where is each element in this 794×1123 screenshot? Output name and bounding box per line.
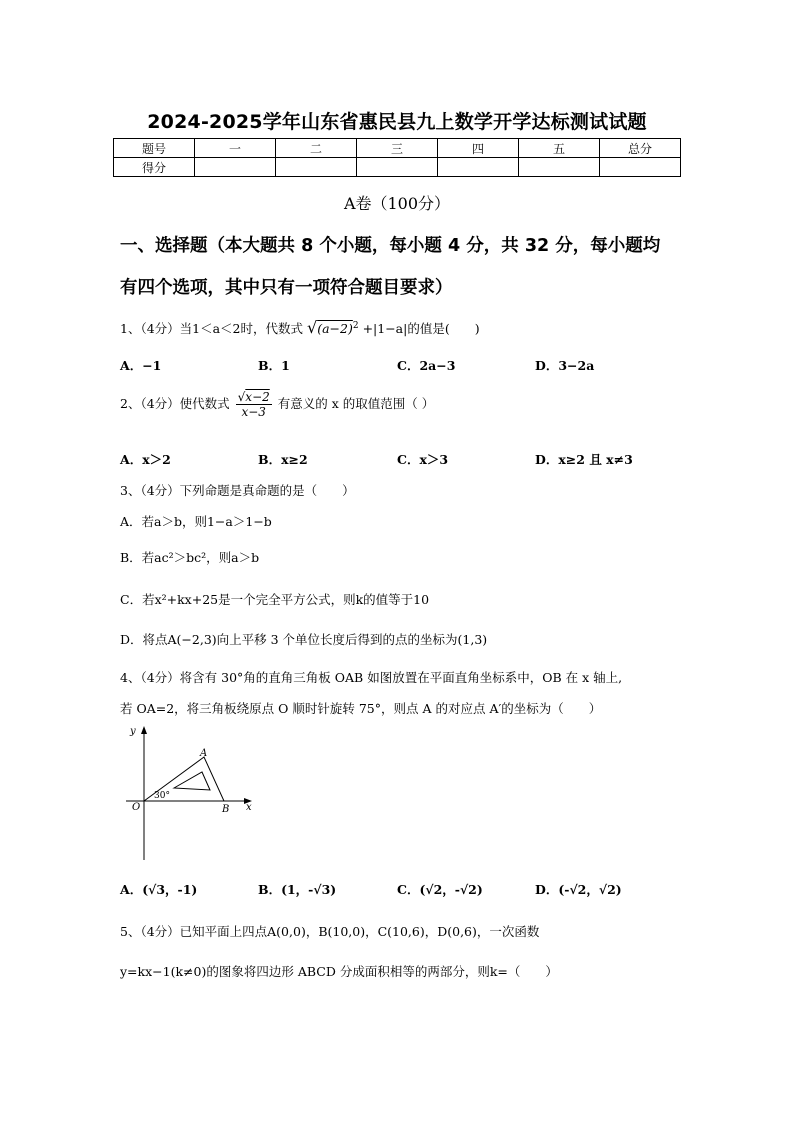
score-input-cell[interactable] (600, 158, 681, 177)
question-5-line1: 5、（4分）已知平面上四点A(0,0)，B(10,0)，C(10,6)，D(0,6)，一次函数 (120, 924, 540, 939)
q4-option-c[interactable]: C．(√2，-√2) (397, 882, 483, 897)
q1-suffix: +|1−a|的值是( ) (362, 321, 480, 336)
q4-option-b[interactable]: B．(1，-√3) (258, 882, 337, 897)
question-5-line2: y=kx−1(k≠0)的图象将四边形 ABCD 分成面积相等的两部分，则k=（ ） (120, 964, 558, 979)
volume-heading: A卷（100分） (343, 194, 451, 213)
section-heading-line2: 有四个选项，其中只有一项符合题目要求） (120, 278, 453, 298)
question-4-line2: 若 OA=2，将三角板绕原点 O 顺时针旋转 75°，则点 A 的对应点 A′的坐标为（ ） (120, 701, 602, 716)
section-heading-line1: 一、选择题（本大题共 8 个小题，每小题 4 分，共 32 分，每小题均 (120, 236, 661, 256)
score-cell: 得分 (114, 158, 195, 177)
score-cell: 题号 (114, 139, 195, 158)
question-3-stem: 3、（4分）下列命题是真命题的是（ ） (120, 483, 355, 498)
y-axis-arrow-icon (141, 726, 147, 734)
score-cell: 四 (438, 139, 519, 158)
q4-coordinate-figure (118, 722, 258, 862)
y-axis-label: y (130, 726, 136, 737)
angle-label: 30° (154, 791, 170, 801)
q4-option-d[interactable]: D．(-√2，√2) (535, 882, 622, 897)
question-1-stem (120, 318, 480, 337)
q3-option-d[interactable]: D．将点A(−2,3)向上平移 3 个单位长度后得到的点的坐标为(1,3) (120, 632, 488, 647)
q1-radicand: (a−2) (317, 321, 353, 336)
q1-option-b[interactable]: B．1 (258, 358, 290, 373)
q2-option-b[interactable]: B．x≥2 (258, 452, 308, 467)
score-input-cell[interactable] (276, 158, 357, 177)
score-cell: 总分 (600, 139, 681, 158)
sqrt-sign: √ (237, 390, 246, 404)
score-cell: 一 (195, 139, 276, 158)
q2-prefix: 2、（4分）使代数式 (120, 396, 230, 411)
score-table (113, 138, 681, 177)
q2-suffix: 有意义的 x 的取值范围（ ） (277, 396, 435, 411)
q3-option-c[interactable]: C．若x²+kx+25是一个完全平方公式，则k的值等于10 (120, 592, 430, 607)
exam-title: 2024-2025学年山东省惠民县九上数学开学达标测试试题 (147, 111, 647, 133)
score-cell: 五 (519, 139, 600, 158)
q2-option-d[interactable]: D．x≥2 且 x≠3 (535, 452, 633, 467)
q1-prefix: 1、（4分）当1＜a＜2时，代数式 (120, 321, 304, 336)
score-input-cell[interactable] (357, 158, 438, 177)
q1-option-d[interactable]: D．3−2a (535, 358, 595, 373)
score-table-score-row (114, 158, 681, 177)
score-cell: 二 (276, 139, 357, 158)
q2-option-a[interactable]: A．x＞2 (120, 452, 171, 467)
score-cell: 三 (357, 139, 438, 158)
q3-option-b[interactable]: B．若ac²＞bc²，则a＞b (120, 550, 260, 565)
score-input-cell[interactable] (195, 158, 276, 177)
question-2-stem (120, 390, 434, 419)
q2-denominator: x−3 (241, 405, 266, 419)
x-axis-label: x (246, 802, 252, 813)
q2-numerator: x−2 (245, 390, 270, 404)
point-b-label: B (222, 804, 230, 815)
point-a-label: A (200, 748, 208, 759)
q2-fraction (236, 390, 272, 419)
score-input-cell[interactable] (519, 158, 600, 177)
score-table-header-row (114, 139, 681, 158)
q1-option-a[interactable]: A．−1 (120, 358, 162, 373)
origin-label: O (132, 802, 141, 813)
q2-option-c[interactable]: C．x＞3 (397, 452, 449, 467)
q1-exponent: 2 (352, 320, 359, 331)
q3-option-a[interactable]: A．若a＞b，则1−a＞1−b (120, 514, 272, 529)
sqrt-sign: √ (307, 318, 318, 337)
q1-option-c[interactable]: C．2a−3 (397, 358, 456, 373)
question-4-line1: 4、（4分）将含有 30°角的直角三角板 OAB 如图放置在平面直角坐标系中，OB 在 x 轴上, (120, 670, 623, 685)
score-input-cell[interactable] (438, 158, 519, 177)
q4-option-a[interactable]: A．(√3，-1) (120, 882, 198, 897)
